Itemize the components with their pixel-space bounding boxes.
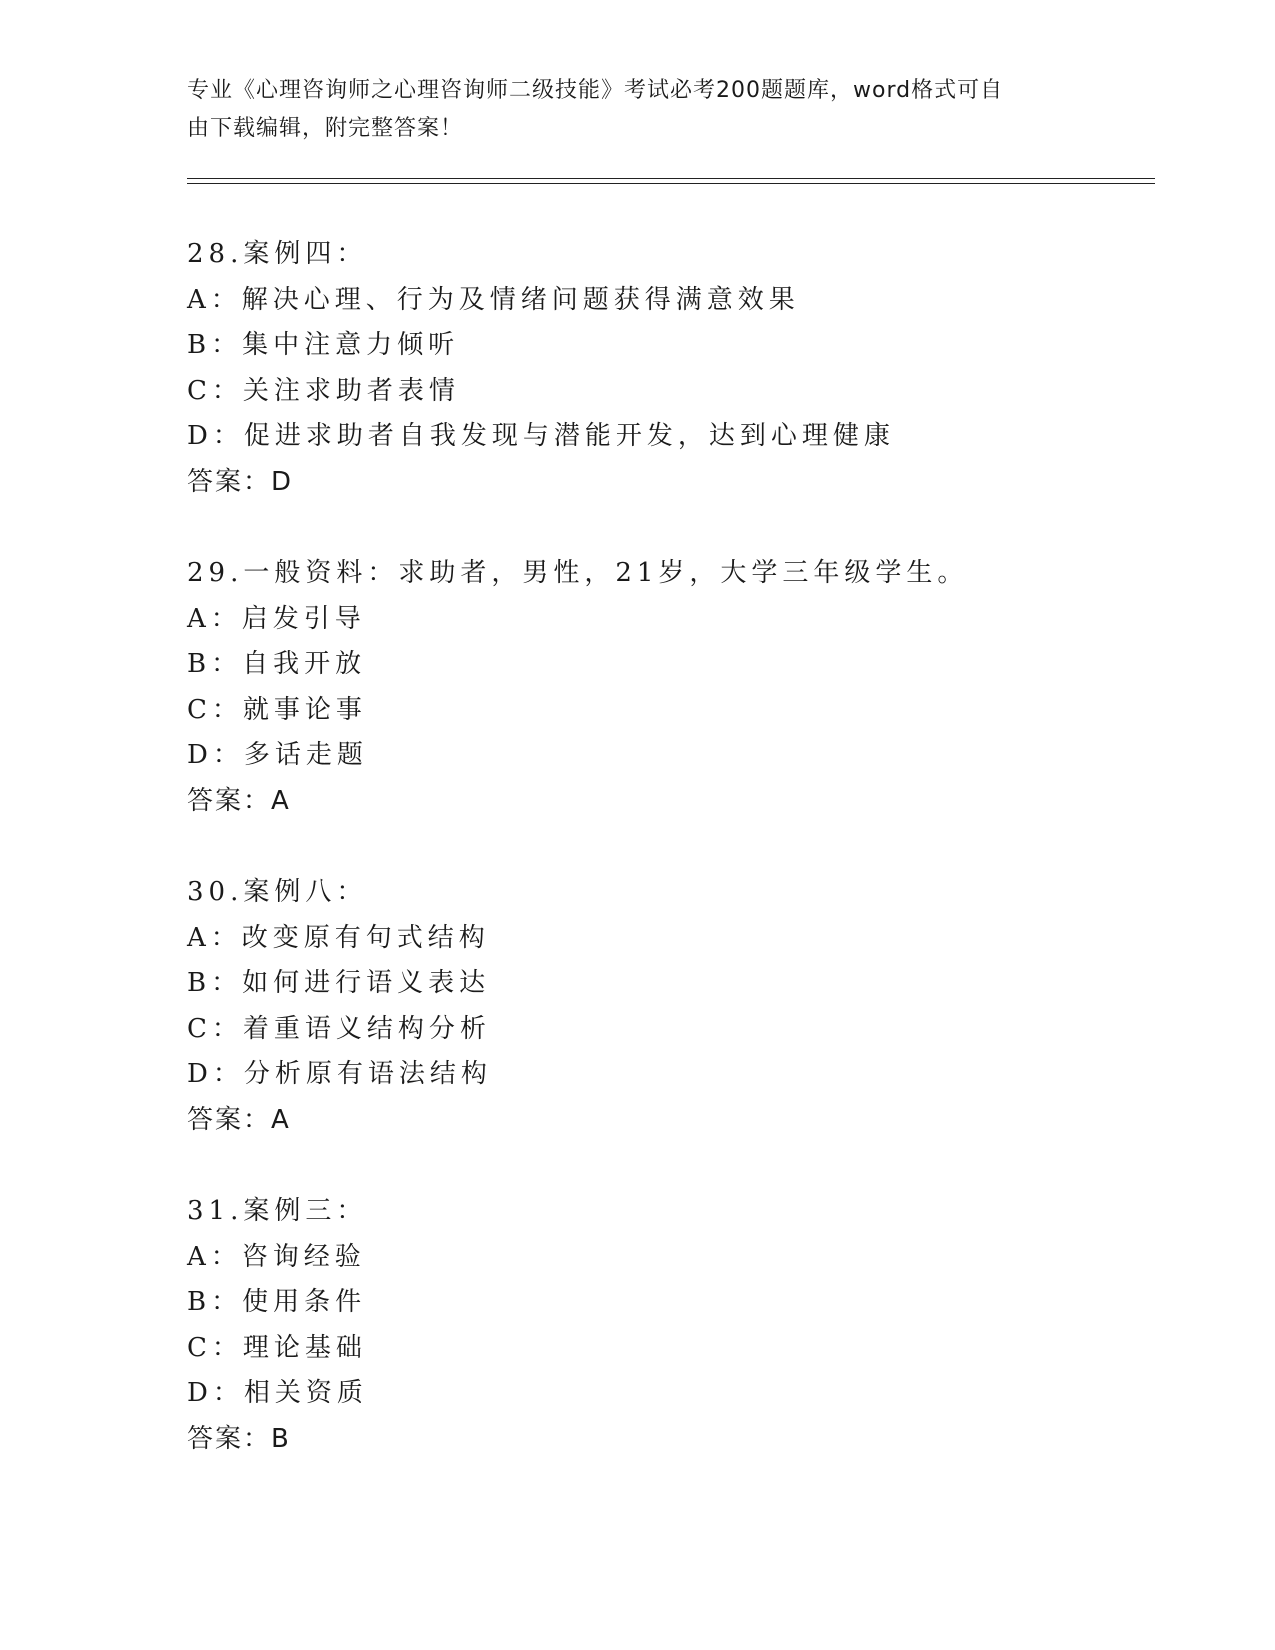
option-b: B：如何进行语义表达 — [187, 968, 491, 998]
option-b: B：自我开放 — [187, 649, 367, 679]
question-29 — [187, 551, 1187, 824]
question-stem: 30.案例八： — [187, 877, 368, 907]
option-a: A：咨询经验 — [187, 1241, 366, 1272]
question-stem: 29.一般资料：求助者，男性，21岁，大学三年级学生。 — [187, 558, 969, 588]
option-a: A：解决心理、行为及情绪问题获得满意效果 — [187, 284, 800, 315]
document-header — [187, 72, 1067, 148]
header-divider-top — [187, 178, 1155, 179]
option-a: A：改变原有句式结构 — [187, 922, 490, 953]
question-31 — [187, 1189, 1187, 1462]
header-divider-bottom — [187, 183, 1155, 184]
option-b: B：使用条件 — [187, 1287, 367, 1317]
question-30 — [187, 870, 1187, 1143]
option-d: D：分析原有语法结构 — [187, 1059, 492, 1089]
header-line-1: 专业《心理咨询师之心理咨询师二级技能》考试必考200题题库，word格式可自 — [187, 78, 1004, 103]
answer-line: 答案：A — [187, 1104, 291, 1135]
option-c: C：就事论事 — [187, 694, 367, 725]
option-c: C：着重语义结构分析 — [187, 1013, 491, 1044]
option-c: C：理论基础 — [187, 1332, 367, 1363]
answer-line: 答案：A — [187, 785, 291, 816]
option-b: B：集中注意力倾听 — [187, 330, 460, 360]
option-d: D：相关资质 — [187, 1378, 368, 1408]
header-line-2: 由下载编辑，附完整答案！ — [187, 116, 464, 141]
answer-line: 答案：D — [187, 466, 294, 497]
question-stem: 28.案例四： — [187, 239, 368, 269]
question-28 — [187, 232, 1187, 505]
option-d: D：多话走题 — [187, 740, 368, 770]
option-d: D：促进求助者自我发现与潜能开发，达到心理健康 — [187, 421, 895, 451]
option-c: C：关注求助者表情 — [187, 375, 460, 406]
option-a: A：启发引导 — [187, 603, 366, 634]
answer-line: 答案：B — [187, 1423, 291, 1454]
question-stem: 31.案例三： — [187, 1196, 368, 1226]
